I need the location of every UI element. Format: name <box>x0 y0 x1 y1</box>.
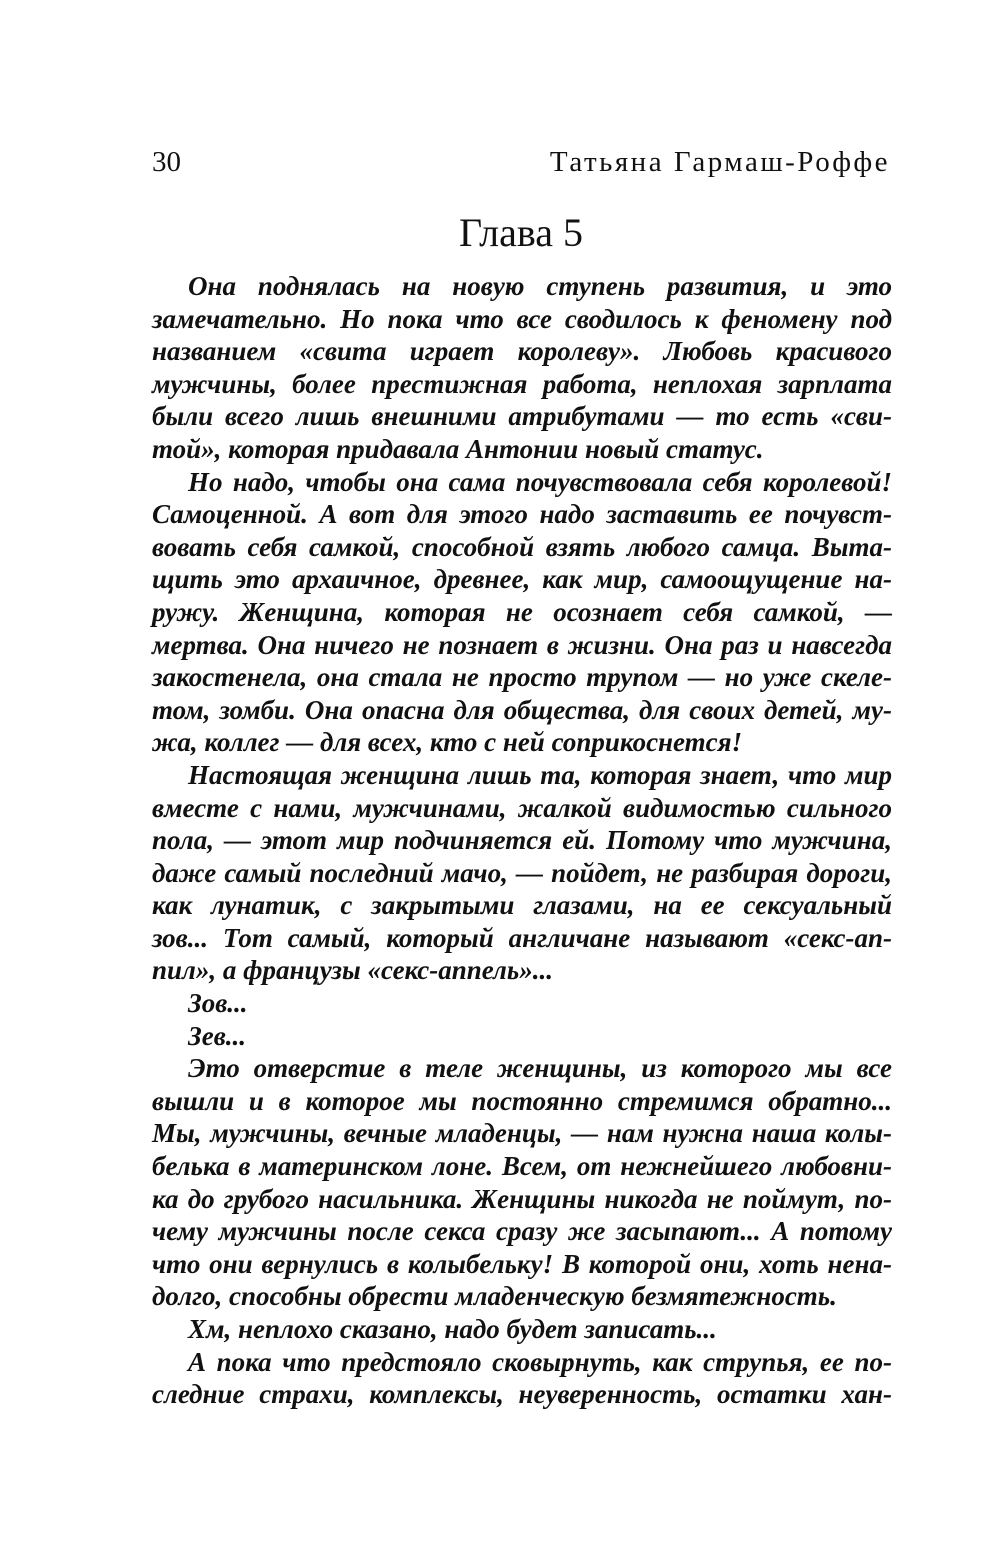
text-line: вовать себя самкой, способной взять любого самца. Выта- <box>152 531 892 562</box>
text-line: что они вернулись в колыбельку! В которой они, хоть нена- <box>152 1248 892 1279</box>
text-line: белька в материнском лоне. Всем, от нежнейшего любовни- <box>152 1151 892 1182</box>
text-line: щить это архаичное, древнее, как мир, самоощущение на- <box>152 564 892 595</box>
text-line: замечательно. Но пока что все сводилось к феномену под <box>152 303 892 334</box>
text-line: мертва. Она ничего не познает в жизни. Она раз и навсегда <box>152 629 892 660</box>
text-line: Самоценной. А вот для этого надо заставить ее почувст- <box>152 499 892 530</box>
text-line: пил», а французы «секс-аппель»... <box>152 955 553 986</box>
text-line: были всего лишь внешними атрибутами — то есть «сви- <box>152 401 892 432</box>
running-head-author: Татьяна Гармаш-Роффе <box>549 146 890 178</box>
page-header <box>152 142 890 182</box>
text-line: Настоящая женщина лишь та, которая знает, что мир <box>188 759 892 790</box>
text-line: А пока что предстояло сковырнуть, как струпья, ее по- <box>188 1346 892 1377</box>
text-line: жа, коллег — для всех, кто с ней соприкоснется! <box>152 727 743 758</box>
text-line: мужчины, более престижная работа, неплохая зарплата <box>152 368 892 399</box>
text-line: ружу. Женщина, которая не осознает себя самкой, — <box>152 596 892 627</box>
text-line: Хм, неплохо сказано, надо будет записать... <box>188 1314 717 1344</box>
text-line: долго, способны обрести младенческую безмятежность. <box>152 1281 837 1312</box>
text-line: закостенела, она стала не просто трупом — но уже скеле- <box>152 662 892 693</box>
text-line: даже самый последний мачо, — пойдет, не разбирая дороги, <box>152 857 892 888</box>
body-text <box>152 270 892 1411</box>
text-line: Но надо, чтобы она сама почувствовала себя королевой! <box>188 466 892 497</box>
text-line: чему мужчины после секса сразу же засыпают... А потому <box>152 1216 892 1247</box>
text-line: зов... Тот самый, который англичане называют «секс-ап- <box>152 922 892 953</box>
text-line: том, зомби. Она опасна для общества, для своих детей, му- <box>152 694 892 725</box>
text-line: вышли и в которое мы постоянно стремимся обратно... <box>152 1085 892 1116</box>
text-line: той», которая придавала Антонии новый статус. <box>152 433 764 464</box>
text-line: Она поднялась на новую ступень развития, и это <box>188 271 892 301</box>
text-line: вместе с нами, мужчинами, жалкой видимостью сильного <box>152 792 892 823</box>
text-line: Зов... <box>188 988 248 1019</box>
text-line: Мы, мужчины, вечные младенцы, — нам нужна наша колы- <box>152 1118 892 1149</box>
text-line: пола, — этот мир подчиняется ей. Потому что мужчина, <box>152 825 892 856</box>
text-line: следние страхи, комплексы, неуверенность, остатки хан- <box>152 1379 892 1410</box>
text-line: названием «свита играет королеву». Любовь красивого <box>152 336 892 367</box>
text-line: Это отверстие в теле женщины, из которого мы все <box>188 1053 892 1084</box>
text-line: Зев... <box>188 1020 247 1051</box>
chapter-title: Глава 5 <box>459 210 583 255</box>
text-line: как лунатик, с закрытыми глазами, на ее сексуальный <box>152 890 892 921</box>
text-line: ка до грубого насильника. Женщины никогда не поймут, по- <box>152 1183 892 1214</box>
page-number: 30 <box>152 146 181 178</box>
